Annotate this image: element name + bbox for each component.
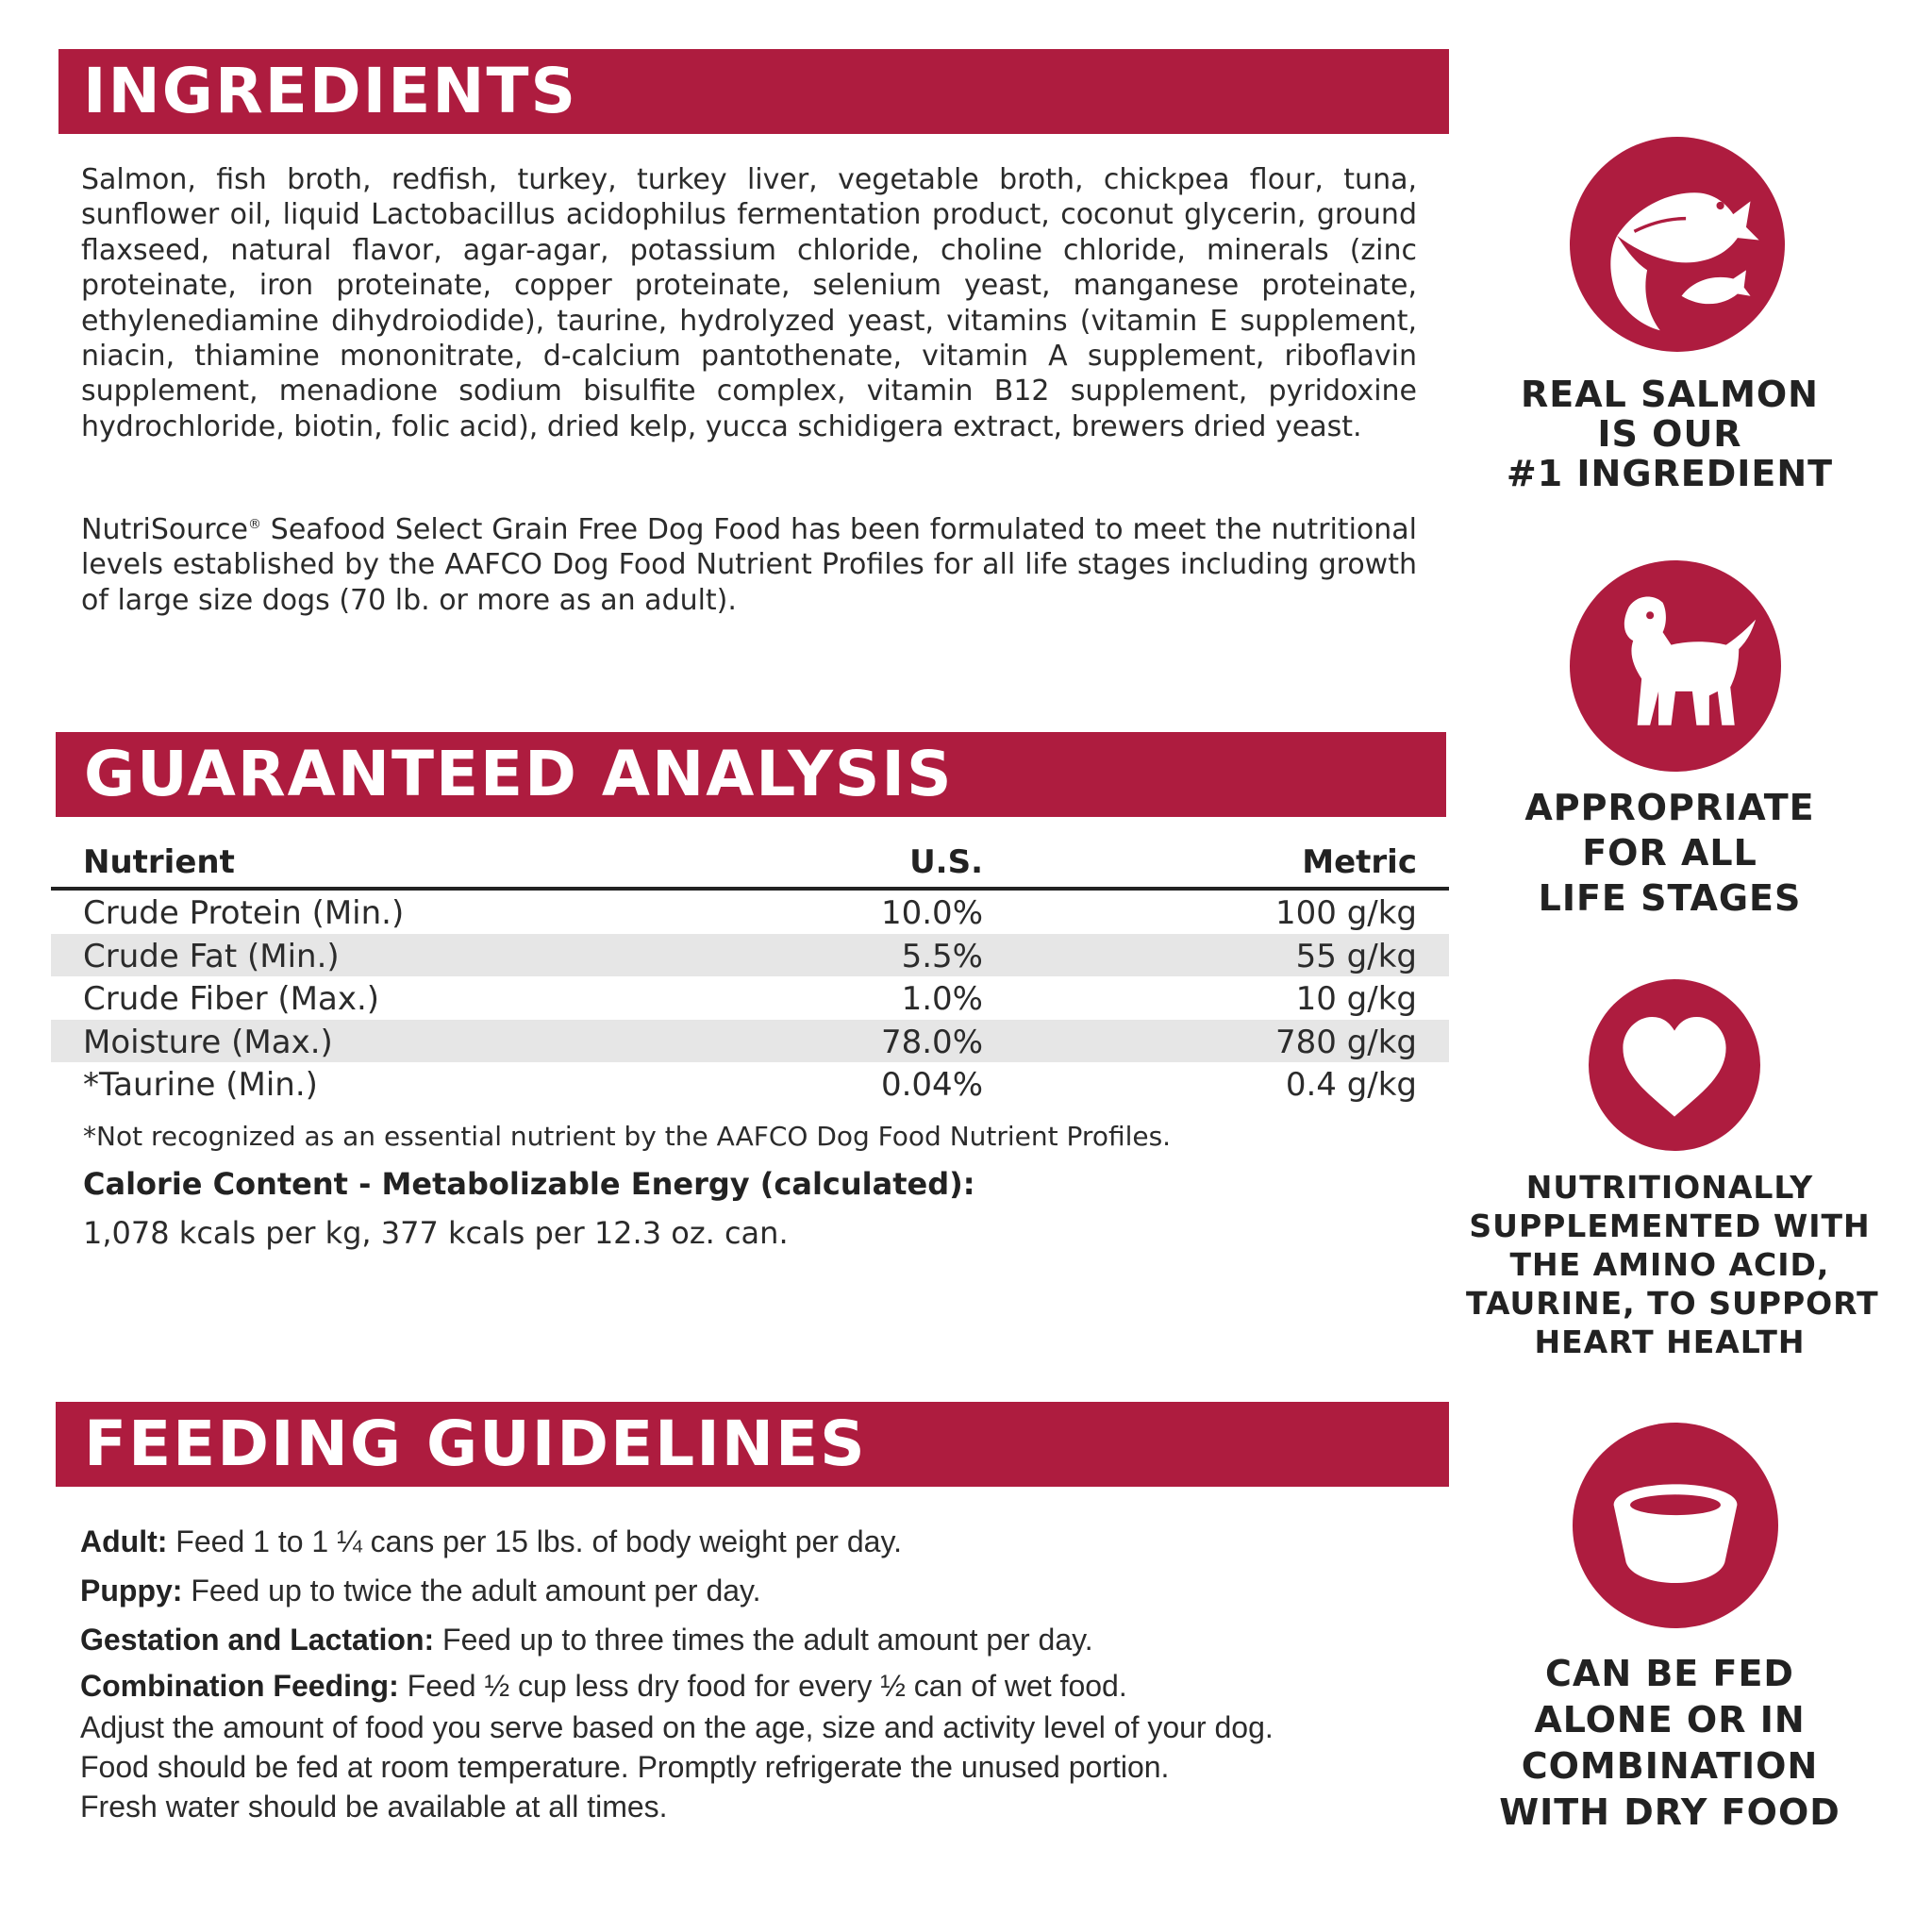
ingredients-heading: INGREDIENTS [58,49,1449,134]
metric-value: 0.4 g/kg [1285,1066,1417,1104]
feature-line: LIFE STAGES [1538,877,1802,919]
feature-line: FOR ALL [1582,832,1757,874]
nutrient-name: Moisture (Max.) [83,1023,333,1061]
feeding-heading: FEEDING GUIDELINES [56,1402,1449,1487]
table-row [51,976,1449,1020]
feeding-item-gestation [80,1615,1439,1664]
feeding-label: Adult: [80,1524,168,1558]
us-value: 0.04% [880,1066,983,1104]
metric-value: 55 g/kg [1295,937,1417,975]
feature-line: CAN BE FED [1545,1653,1794,1694]
feeding-note: Adjust the amount of food you serve based on the age, size and activity level of your dog. [80,1710,1274,1744]
us-value: 10.0% [880,894,983,932]
feeding-item-combination [80,1664,1439,1707]
feeding-guidelines [80,1517,1439,1826]
feature-line: APPROPRIATE [1524,787,1815,828]
feature-real-salmon [1466,375,1874,493]
feeding-note: Fresh water should be available at all times. [80,1790,668,1824]
salmon-icon [1570,137,1785,352]
bowl-icon [1573,1423,1778,1628]
feature-line: REAL SALMON [1521,374,1819,415]
metric-value: 100 g/kg [1274,894,1417,932]
table-header [51,832,1449,891]
feature-line: HEART HEALTH [1534,1324,1806,1360]
table-row [51,934,1449,977]
feature-line: ALONE OR IN [1534,1699,1806,1740]
feature-fed-alone [1466,1651,1874,1836]
feature-line: NUTRITIONALLY [1525,1169,1814,1206]
feature-line: COMBINATION [1521,1745,1819,1787]
metric-value: 10 g/kg [1295,980,1417,1018]
column-header-metric: Metric [1302,843,1417,881]
heart-icon [1589,979,1760,1151]
brand-name: NutriSource [81,513,248,546]
metric-value: 780 g/kg [1274,1023,1417,1061]
us-value: 1.0% [901,980,983,1018]
feeding-label: Puppy: [80,1574,183,1607]
analysis-table [51,832,1449,1106]
feeding-text: Feed up to twice the adult amount per day. [182,1574,761,1607]
column-header-us: U.S. [909,843,983,881]
table-row [51,1020,1449,1063]
feeding-label: Gestation and Lactation: [80,1623,435,1657]
statement-text: Seafood Select Grain Free Dog Food has been formulated to meet the nutritional levels established by the AAFCO Dog Food Nutrient Profiles for all life stages including growth of large size dogs (70 lb. or more as an adult). [81,513,1417,617]
nutrient-name: *Taurine (Min.) [83,1066,318,1104]
column-header-nutrient: Nutrient [83,843,235,881]
nutrient-name: Crude Fiber (Max.) [83,980,380,1018]
feeding-notes [80,1707,1439,1826]
feature-line: TAURINE, TO SUPPORT [1466,1285,1879,1322]
aafco-statement [81,512,1417,618]
us-value: 78.0% [880,1023,983,1061]
us-value: 5.5% [901,937,983,975]
feeding-note: Food should be fed at room temperature. Promptly refrigerate the unused portion. [80,1750,1170,1784]
feature-taurine [1466,1168,1879,1361]
taurine-footnote: *Not recognized as an essential nutrient by the AAFCO Dog Food Nutrient Profiles. [83,1121,1172,1152]
analysis-heading: GUARANTEED ANALYSIS [56,732,1446,817]
calorie-content-value: 1,078 kcals per kg, 377 kcals per 12.3 oz. can. [83,1215,789,1251]
feature-line: THE AMINO ACID, [1509,1246,1830,1283]
nutrient-name: Crude Protein (Min.) [83,894,405,932]
nutrient-name: Crude Fat (Min.) [83,937,340,975]
feeding-text: Feed 1 to 1 ¼ cans per 15 lbs. of body weight per day. [167,1524,902,1558]
feeding-text: Feed up to three times the adult amount per day. [434,1623,1093,1657]
puppy-icon [1570,560,1781,772]
registered-mark: ® [247,517,261,532]
feeding-label: Combination Feeding: [80,1669,399,1703]
feature-line: SUPPLEMENTED WITH [1469,1208,1871,1244]
feeding-item-puppy [80,1566,1439,1615]
feature-line: #1 INGREDIENT [1506,453,1834,494]
feature-line: IS OUR [1597,413,1742,455]
feeding-text: Feed ½ cup less dry food for every ½ can of wet food. [398,1669,1127,1703]
feature-line: WITH DRY FOOD [1499,1791,1840,1833]
ingredients-list: Salmon, fish broth, redfish, turkey, turkey liver, vegetable broth, chickpea flour, tuna, sunflower oil, liquid Lactobacillus acidophilus fermentation product, coconut glycerin, ground flaxseed, natural flavor, agar-agar, potassium chloride, choline chloride, minerals (zinc proteinate, iron proteinate, copper proteinate, selenium yeast, manganese proteinate, ethylenediamine dihydroiodide), taurine, hydrolyzed yeast, vitamins (vitamin E supplement, niacin, thiamine mononitrate, d-calcium pantothenate, vitamin A supplement, riboflavin supplement, menadione sodium bisulfite complex, vitamin B12 supplement, pyridoxine hydrochloride, biotin, folic acid), dried kelp, yucca schidigera extract, brewers dried yeast. [81,163,1417,443]
calorie-content-label: Calorie Content - Metabolizable Energy (calculated): [83,1166,975,1202]
feeding-item-adult [80,1517,1439,1566]
feature-all-life-stages [1466,785,1874,921]
table-row [51,891,1449,934]
table-row [51,1062,1449,1106]
